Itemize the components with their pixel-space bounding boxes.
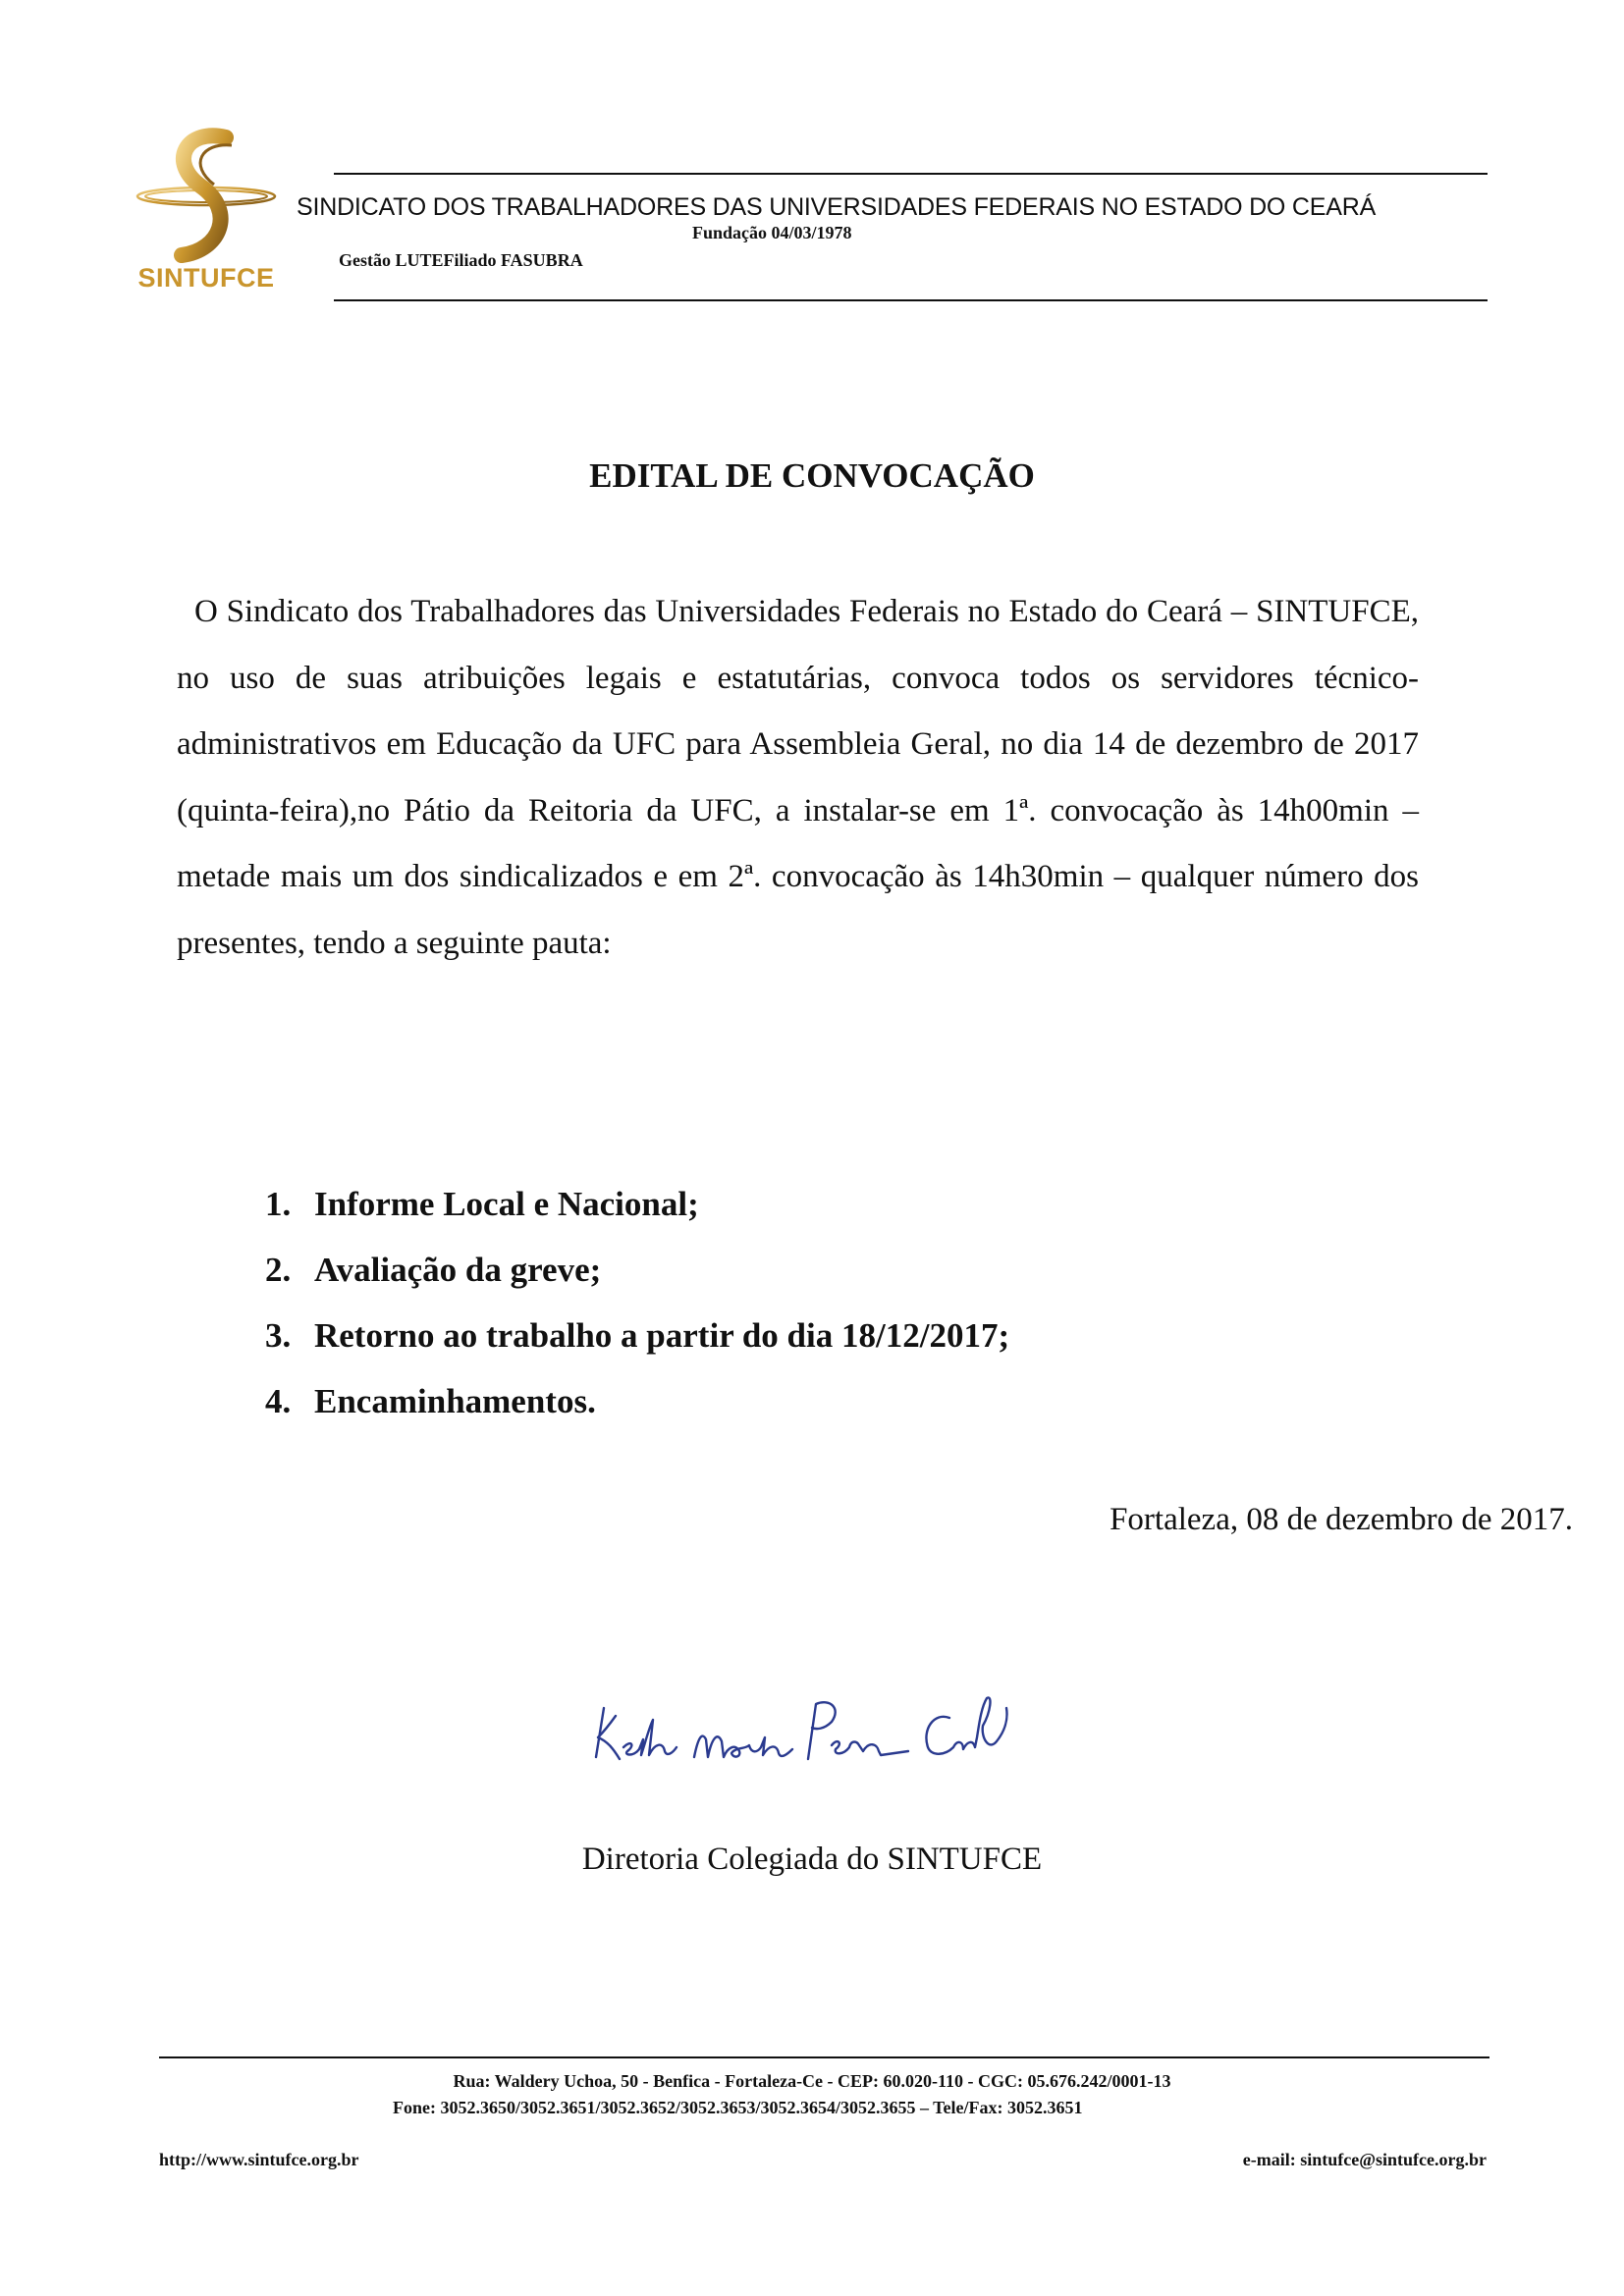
footer-email: e-mail: sintufce@sintufce.org.br <box>1242 2150 1487 2169</box>
footer-phones: Fone: 3052.3650/3052.3651/3052.3652/3052.3653/3052.3654/3052.3655 – Tele/Fax: 3052.3651 <box>393 2098 1083 2117</box>
agenda-list <box>265 1171 1009 1434</box>
logo-text: SINTUFCE <box>137 263 275 293</box>
agenda-item-number: 3. <box>265 1316 292 1355</box>
header-rule-top <box>334 173 1488 175</box>
logo-emblem-icon <box>128 128 285 265</box>
org-name: SINDICATO DOS TRABALHADORES DAS UNIVERSIDADES FEDERAIS NO ESTADO DO CEARÁ <box>297 193 1377 221</box>
footer-website: http://www.sintufce.org.br <box>159 2150 359 2169</box>
document-title: EDITAL DE CONVOCAÇÃO <box>589 456 1035 495</box>
gestao-line: Gestão LUTEFiliado FASUBRA <box>339 250 583 270</box>
agenda-item-text: Informe Local e Nacional; <box>314 1185 699 1223</box>
agenda-item-text: Avaliação da greve; <box>314 1251 602 1289</box>
agenda-item <box>265 1368 1009 1434</box>
footer-address: Rua: Waldery Uchoa, 50 - Benfica - Fortaleza-Ce - CEP: 60.020-110 - CGC: 05.676.242/0001-13 <box>453 2071 1171 2091</box>
agenda-item <box>265 1303 1009 1368</box>
header-rule-bottom <box>334 299 1488 301</box>
agenda-item <box>265 1237 1009 1303</box>
sintufce-logo <box>128 128 285 304</box>
agenda-item-number: 1. <box>265 1185 292 1223</box>
date-line: Fortaleza, 08 de dezembro de 2017. <box>1110 1502 1573 1537</box>
convocation-paragraph: O Sindicato dos Trabalhadores das Universidades Federais no Estado do Ceará – SINTUFCE, no uso de suas atribuições legais e estatutárias, convoca todos os servidores técnico-administrativos em Educação da UFC para Assembleia Geral, no dia 14 de dezembro de 2017 (quinta-feira),no Pátio da Reitoria da UFC, a instalar-se em 1ª. convocação às 14h00min – metade mais um dos sindicalizados e em 2ª. convocação às 14h30min – qualquer número dos presentes, tendo a seguinte pauta: <box>177 594 1419 961</box>
agenda-item <box>265 1171 1009 1237</box>
signatory-name: Diretoria Colegiada do SINTUFCE <box>581 1842 1043 1877</box>
agenda-item-text: Retorno ao trabalho a partir do dia 18/12/2017; <box>314 1316 1010 1355</box>
founding-date: Fundação 04/03/1978 <box>692 223 852 242</box>
agenda-item-number: 2. <box>265 1251 292 1289</box>
agenda-item-number: 4. <box>265 1382 292 1420</box>
agenda-item-text: Encaminhamentos. <box>314 1382 596 1420</box>
handwritten-signature <box>584 1669 1026 1777</box>
footer-rule <box>159 2056 1489 2058</box>
